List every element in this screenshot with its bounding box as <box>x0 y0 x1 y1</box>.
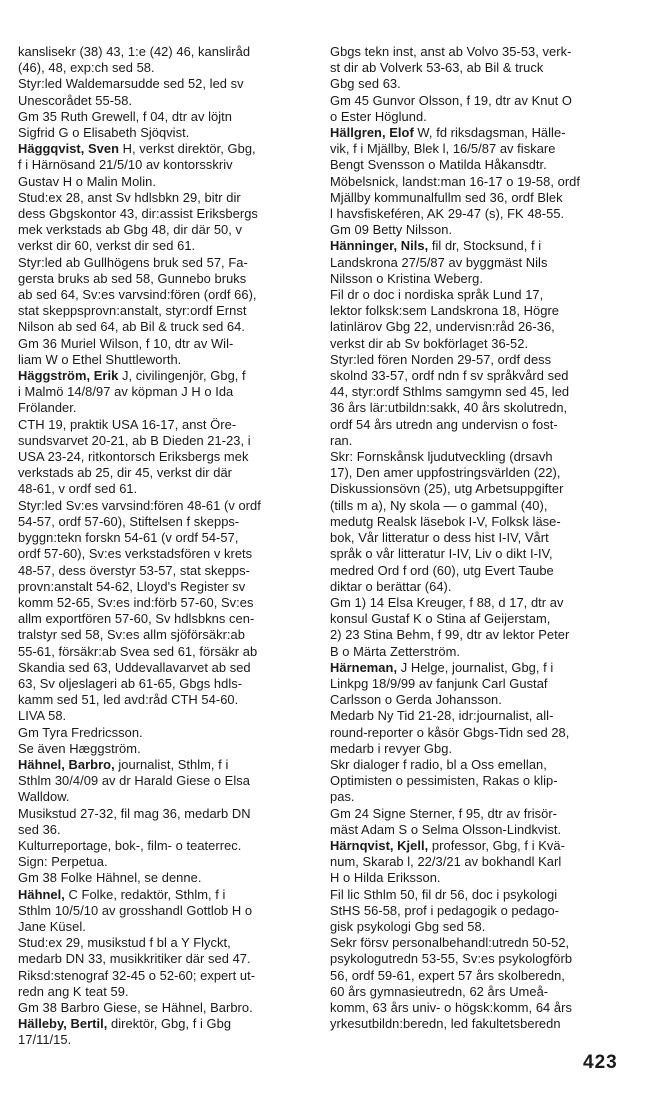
entry-line: vik, f i Mjällby, Blek l, 16/5/87 av fiskare <box>330 141 556 157</box>
entry-line <box>330 838 636 854</box>
entry-name: Hällgren, Elof <box>330 125 414 141</box>
entry-line: ran. <box>330 432 353 448</box>
entry-line: 17/11/15. <box>18 1032 72 1048</box>
entry-line: ordf 54 års utredn ang undervisn o fost- <box>330 416 558 432</box>
entry-line: medutg Realsk läsebok I-V, Folksk läse- <box>330 513 561 529</box>
entry-line: mäst Adam S o Selma Olsson-Lindkvist. <box>330 821 562 837</box>
entry-line: Gbg sed 63. <box>330 76 401 92</box>
entry-line: CTH 19, praktik USA 16-17, anst Öre- <box>18 416 237 432</box>
entry-line: H o Hilda Eriksson. <box>330 870 441 886</box>
entry-line: Walldow. <box>18 789 70 805</box>
entry-line: (46), 48, exp:ch sed 58. <box>18 60 155 76</box>
entry-line: 54-57, ordf 57-60), Stiftelsen f skepps- <box>18 513 240 529</box>
right-column <box>330 44 636 1032</box>
entry-line: 60 års gymnasieutredn, 62 års Umeå- <box>330 983 549 999</box>
entry-line <box>18 757 314 773</box>
entry-line: sed 36. <box>18 821 61 837</box>
entry-name: Hähnel, Barbro, <box>18 756 115 772</box>
entry-line: medred Ord f ord (60), utg Evert Taube <box>330 562 554 578</box>
entry-line: Nilson ab sed 64, ab Bil & truck sed 64. <box>18 319 245 335</box>
entry-name: Hälleby, Bertil, <box>18 1016 108 1032</box>
entry-line: 17), Den amer uppfostringsvärlden (22), <box>330 465 561 481</box>
entry-line <box>330 660 636 676</box>
entry-line: Styr:led ab Gullhögens bruk sed 57, Fa- <box>18 254 248 270</box>
entry-name: Hähnel, <box>18 886 65 902</box>
entry-line: Carlsson o Gerda Johansson. <box>330 692 502 708</box>
entry-line: pas. <box>330 789 355 805</box>
entry-line: språk o vår litteratur I-IV, Liv o dikt I-IV, <box>330 546 553 562</box>
entry-line: USA 23-24, ritkontorsch Eriksbergs mek <box>18 449 249 465</box>
entry-line: verkst dir ab Sv bokförlaget 36-52. <box>330 335 529 351</box>
entry-line: Skr dialoger f radio, bl a Oss emellan, <box>330 756 547 772</box>
entry-line: 48-61, v ordf sed 61. <box>18 481 138 497</box>
entry-line <box>330 125 636 141</box>
entry-line: 63, Sv oljeslageri ab 61-65, Gbgs hdls- <box>18 675 243 691</box>
entry-line: Kulturreportage, bok-, film- o teaterrec. <box>18 837 242 853</box>
entry-line: Riksd:stenograf 32-45 o 52-60; expert ut- <box>18 967 256 983</box>
entry-line: StHS 56-58, prof i pedagogik o pedago- <box>330 902 560 918</box>
entry-line: komm 52-65, Sv:es ind:förb 57-60, Sv:es <box>18 594 254 610</box>
entry-text: professor, Gbg, f i Kvä- <box>428 837 565 853</box>
entry-line: 36 års lär:utbildn:sakk, 40 års skolutredn, <box>330 400 568 416</box>
entry-line: o Ester Höglund. <box>330 108 427 124</box>
entry-line: medarb DN 33, musikkritiker där sed 47. <box>18 951 251 967</box>
entry-line: redn ang K teat 59. <box>18 983 129 999</box>
entry-line: Skandia sed 63, Uddevallavarvet ab sed <box>18 659 251 675</box>
entry-line: Gm 38 Folke Hähnel, se denne. <box>18 870 202 886</box>
entry-line: Fil lic Sthlm 50, fil dr 56, doc i psykologi <box>330 886 558 902</box>
entry-line: Medarb Ny Tid 21-28, idr:journalist, all- <box>330 708 554 724</box>
entry-line: Jane Küsel. <box>18 918 86 934</box>
entry-line: Landskrona 27/5/87 av byggmäst Nils <box>330 254 548 270</box>
entry-line: Stud:ex 28, anst Sv hdlsbkn 29, bitr dir <box>18 189 241 205</box>
entry-line: latinlärov Gbg 22, undervisn:råd 26-36, <box>330 319 555 335</box>
entry-text: fil dr, Stocksund, f i <box>428 238 542 254</box>
biography-entry <box>18 1016 314 1048</box>
page-number: 423 <box>583 1052 618 1073</box>
entry-line: kamm sed 51, led avd:råd CTH 54-60. <box>18 692 239 708</box>
entry-line <box>18 368 314 384</box>
entry-line: Gm 1) 14 Elsa Kreuger, f 88, d 17, dtr av <box>330 594 564 610</box>
entry-line: Musikstud 27-32, fil mag 36, medarb DN <box>18 805 251 821</box>
entry-line: verkst dir 60, verkst dir sed 61. <box>18 238 196 254</box>
entry-line: round-reporter o kåsör Gbgs-Tidn sed 28, <box>330 724 570 740</box>
entry-line: bok, Vår litteratur o dess hist I-IV, Vårt <box>330 530 549 546</box>
entry-text: W, fd riksdagsman, Hälle- <box>413 125 566 141</box>
biography-entry <box>18 44 314 141</box>
entry-line: Optimisten o pessimisten, Rakas o klip- <box>330 773 558 789</box>
entry-name: Häggström, Erik <box>18 368 119 384</box>
entry-line: allm exportfören 57-60, Sv hdlsbkns cen- <box>18 611 255 627</box>
entry-line: skolnd 33-57, ordf ndn f sv språkvård sed <box>330 368 569 384</box>
entry-line: Styr:led Waldemarsudde sed 52, led sv <box>18 76 244 92</box>
entry-line: stat skeppsprovn:anstalt, styr:ordf Ernst <box>18 303 247 319</box>
entry-line: yrkesutbildn:beredn, led fakultetsberedn <box>330 1016 561 1032</box>
entry-line: byggn:tekn forskn 54-61 (v ordf 54-57, <box>18 530 239 546</box>
entry-line: kanslisekr (38) 43, 1:e (42) 46, kansliråd <box>18 44 251 59</box>
entry-line: Stud:ex 29, musikstud f bl a Y Flyckt, <box>18 935 231 951</box>
entry-line: ab sed 64, Sv:es varvsind:fören (ordf 66), <box>18 287 257 303</box>
entry-line: Sign: Perpetua. <box>18 854 108 870</box>
entry-line: Frölander. <box>18 400 77 416</box>
entry-text: H, verkst direktör, Gbg, <box>119 141 256 157</box>
entry-line: gersta bruks ab sed 58, Gunnebo bruks <box>18 270 247 286</box>
entry-name: Hänninger, Nils, <box>330 238 429 254</box>
entry-text: J, civilingenjör, Gbg, f <box>118 368 246 384</box>
entry-line: Gm 09 Betty Nilsson. <box>330 222 453 238</box>
entry-line: st dir ab Volverk 53-63, ab Bil & truck <box>330 60 544 76</box>
entry-text: journalist, Sthlm, f i <box>114 756 229 772</box>
entry-line: Bengt Svensson o Matilda Håkansdtr. <box>330 157 547 173</box>
entry-line: 44, styr:ordf Sthlms samgymn sed 45, led <box>330 384 570 400</box>
entry-line: l havsfiskeféren, AK 29-47 (s), FK 48-55. <box>330 206 565 222</box>
entry-line: i Malmö 14/8/97 av köpman J H o Ida <box>18 384 234 400</box>
entry-line: 48-57, dess överstyr 53-57, stat skepps- <box>18 562 250 578</box>
entry-line: Gm 36 Muriel Wilson, f 10, dtr av Wil- <box>18 335 234 351</box>
entry-line: sundsvarvet 20-21, ab B Dieden 21-23, i <box>18 432 251 448</box>
entry-line: Fil dr o doc i nordiska språk Lund 17, <box>330 287 544 303</box>
entry-line: komm, 63 års univ- o högsk:komm, 64 års <box>330 999 572 1015</box>
entry-line: Sthlm 30/4/09 av dr Harald Giese o Elsa <box>18 773 250 789</box>
entry-line: Diskussionsövn (25), utg Arbetsuppgifter <box>330 481 564 497</box>
entry-line: dess Gbgskontor 43, dir:assist Eriksbergs <box>18 206 258 222</box>
entry-line: Sekr försv personalbehandl:utredn 50-52, <box>330 935 570 951</box>
biography-entry <box>18 887 314 1017</box>
entry-line: verkstads ab 25, dir 45, verkst dir där <box>18 465 233 481</box>
entry-line <box>330 238 636 254</box>
entry-line: Sigfrid G o Elisabeth Sjöqvist. <box>18 125 190 141</box>
entry-line: medarb i revyer Gbg. <box>330 740 453 756</box>
entry-line: 56, ordf 59-61, expert 57 års skolberedn, <box>330 967 565 983</box>
entry-text: direktör, Gbg, f i Gbg <box>107 1016 232 1032</box>
entry-line: 2) 23 Stina Behm, f 99, dtr av lektor Peter <box>330 627 570 643</box>
left-column <box>18 44 314 1049</box>
biography-entry <box>18 141 314 368</box>
biography-entry <box>18 368 314 757</box>
entry-line: Gm 35 Ruth Grewell, f 04, dtr av löjtn <box>18 108 232 124</box>
entry-line: Gm 38 Barbro Giese, se Hähnel, Barbro. <box>18 999 253 1015</box>
entry-line: Skr: Fornskånsk ljudutveckling (drsavh <box>330 449 553 465</box>
entry-name: Härnqvist, Kjell, <box>330 837 429 853</box>
entry-line: diktar o berättar (64). <box>330 578 452 594</box>
biography-entry <box>330 838 636 1032</box>
biography-entry <box>330 660 636 838</box>
entry-line: Gm Tyra Fredricsson. <box>18 724 143 740</box>
entry-line: mek verkstads ab Gbg 48, dir där 50, v <box>18 222 243 238</box>
entry-line: num, Skarab l, 22/3/21 av bokhandl Karl <box>330 854 562 870</box>
entry-line: Gbgs tekn inst, anst ab Volvo 35-53, verk- <box>330 44 572 59</box>
entry-line: Linkpg 18/9/99 av fanjunk Carl Gustaf <box>330 675 548 691</box>
entry-line: LIVA 58. <box>18 708 67 724</box>
entry-line: 55-61, försäkr:ab Svea sed 61, försäkr ab <box>18 643 258 659</box>
biography-entry <box>330 125 636 238</box>
entry-line: Gustav H o Malin Molin. <box>18 173 156 189</box>
entry-line: (tills m a), Ny skola — o gammal (40), <box>330 497 548 513</box>
entry-name: Häggqvist, Sven <box>18 141 120 157</box>
entry-line: Styr:led fören Norden 29-57, ordf dess <box>330 351 552 367</box>
entry-line: gisk psykologi Gbg sed 58. <box>330 918 486 934</box>
entry-line: B o Märta Zetterström. <box>330 643 461 659</box>
entry-line <box>18 887 314 903</box>
biography-entry <box>18 757 314 887</box>
entry-name: Härneman, <box>330 659 398 675</box>
entry-line: Mjällby kommunalfullm sed 36, ordf Blek <box>330 189 563 205</box>
entry-line: Se även Hæggström. <box>18 740 141 756</box>
entry-line: Gm 24 Signe Sterner, f 95, dtr av frisör- <box>330 805 558 821</box>
entry-line: f i Härnösand 21/5/10 av kontorsskriv <box>18 157 233 173</box>
entry-text: J Helge, journalist, Gbg, f i <box>397 659 554 675</box>
entry-line: psykologutredn 53-55, Sv:es psykologförb <box>330 951 573 967</box>
entry-line: lektor folksk:sem Landskrona 18, Högre <box>330 303 560 319</box>
entry-line <box>18 141 314 157</box>
biography-entry <box>330 44 636 125</box>
entry-line: Möbelsnick, landst:man 16-17 o 19-58, ordf <box>330 173 581 189</box>
biography-entry <box>330 238 636 659</box>
entry-line: Sthlm 10/5/10 av grosshandl Gottlob H o <box>18 902 253 918</box>
entry-text: C Folke, redaktör, Sthlm, f i <box>64 886 226 902</box>
entry-line: Unescorådet 55-58. <box>18 92 133 108</box>
entry-line: Nilsson o Kristina Weberg. <box>330 270 483 286</box>
entry-line: ordf 57-60), Sv:es verkstadsfören v krets <box>18 546 253 562</box>
entry-line: liam W o Ethel Shuttleworth. <box>18 351 182 367</box>
entry-line: provn:anstalt 54-62, Lloyd's Register sv <box>18 578 246 594</box>
entry-line: Styr:led Sv:es varvsind:fören 48-61 (v ordf <box>18 497 261 513</box>
entry-line: tralstyr sed 58, Sv:es allm sjöförsäkr:ab <box>18 627 245 643</box>
entry-line <box>18 1016 314 1032</box>
entry-line: konsul Gustaf K o Stina af Geijerstam, <box>330 611 551 627</box>
entry-line: Gm 45 Gunvor Olsson, f 19, dtr av Knut O <box>330 92 573 108</box>
